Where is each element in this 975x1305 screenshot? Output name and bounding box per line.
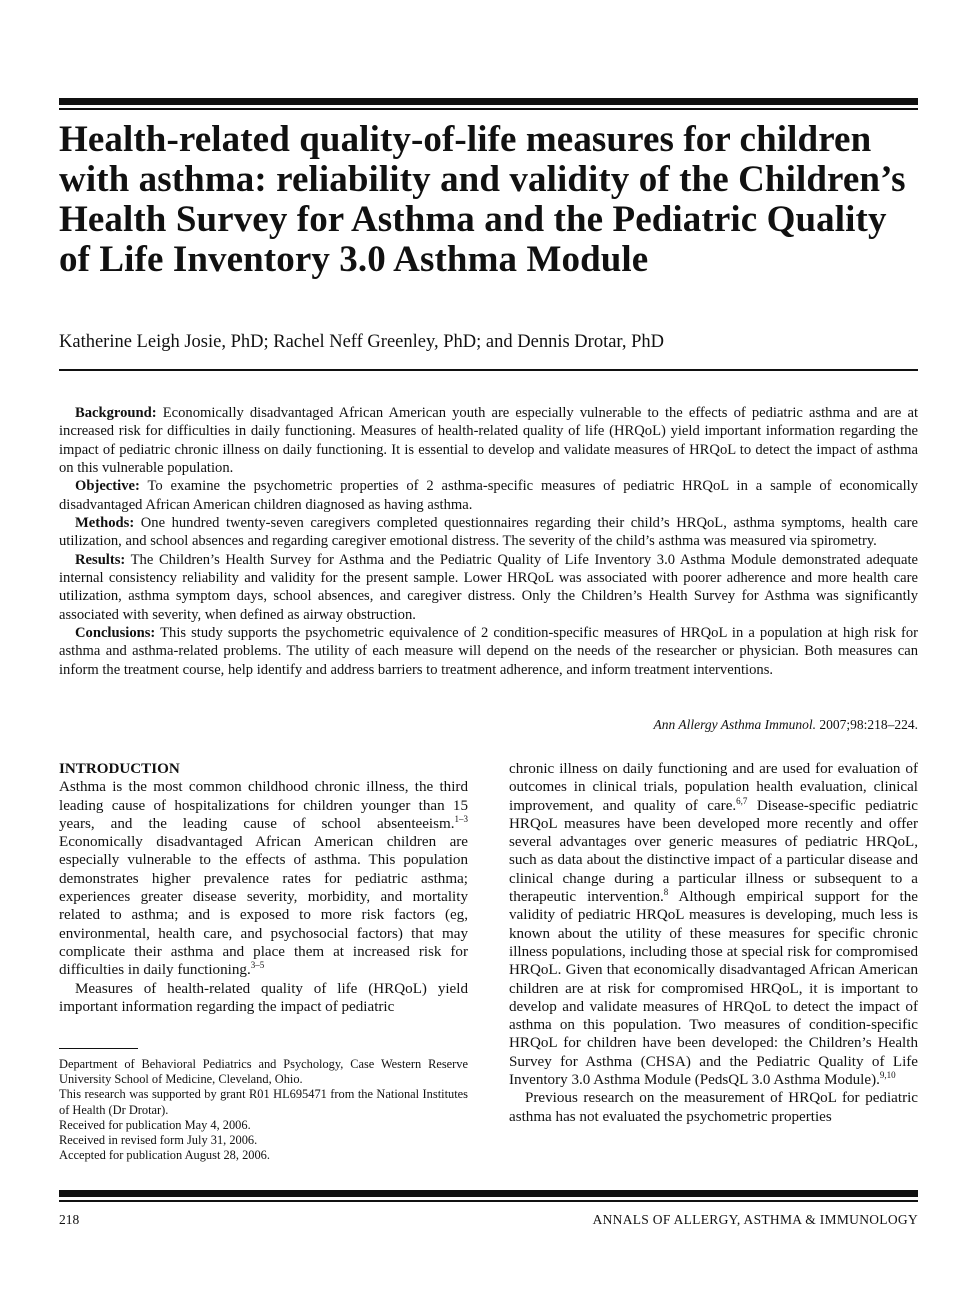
methods-text: One hundred twenty-seven caregivers completed questionnaires regarding their child’s HRQoL, asthma symptoms, health care utilization, and school absences and regarding caregiver emotional distress. The severity of the child’s asthma was measured via spirometry. (59, 515, 918, 550)
footnote-received: Received for publication May 4, 2006. (59, 1117, 251, 1132)
article-title: Health-related quality-of-life measures for children with asthma: reliability and validity of the Children’s Health Survey for Asthma and the Pediatric Quality of Life Inventory 3.0 Asthma Module (59, 119, 906, 280)
abstract (59, 404, 918, 679)
objective-text: To examine the psychometric properties of 2 asthma-specific measures of pediatric HRQoL in a sample of economically disadvantaged African American children diagnosed as having asthma. (59, 478, 918, 513)
abstract-conclusions (59, 624, 918, 679)
footnote-rule (59, 1048, 138, 1049)
abstract-objective (59, 477, 918, 514)
results-label: Results: (75, 551, 126, 568)
footnote-revised: Received in revised form July 31, 2006. (59, 1133, 258, 1148)
ref-superscript: 1–3 (454, 813, 468, 824)
ref-superscript: 8 (663, 887, 669, 898)
citation-journal: Ann Allergy Asthma Immunol. (653, 717, 816, 732)
methods-label: Methods: (75, 515, 135, 532)
page-number: 218 (59, 1212, 80, 1227)
intro-p1-text-a: Asthma is the most common childhood chronic illness, the third leading cause of hospitalizations for children younger than 15 years, and the leading cause of school absenteeism. (59, 779, 468, 832)
ref-superscript: 3–5 (250, 960, 265, 971)
abstract-methods (59, 514, 918, 551)
author-list: Katherine Leigh Josie, PhD; Rachel Neff Greenley, PhD; and Dennis Drotar, PhD (59, 332, 664, 352)
footnote-accepted: Accepted for publication August 28, 2006. (59, 1148, 270, 1163)
ref-superscript: 6,7 (736, 795, 748, 806)
background-text: Economically disadvantaged African American youth are especially vulnerable to the effects of pediatric asthma and are at increased risk for difficulties in daily functioning. Measures of health-related quality of life (HRQoL) yield important information regarding the impact of pediatric chronic illness on daily functioning. It is essential to develop and validate measures of HRQoL to detect the impact of asthma on this vulnerable population. (59, 405, 918, 477)
ref-superscript: 9,10 (879, 1070, 896, 1081)
results-text: The Children’s Health Survey for Asthma and the Pediatric Quality of Life Inventory 3.0 Asthma Module demonstrated adequate internal consistency reliability and validity for the present sample. Lower HRQoL was associated with poorer adherence and more health care utilization, asthma symptom days, school absences, and caregiver distress. Only the Children’s Health Survey for Asthma was significantly associated with severity, when defined as airway obstruction. (59, 551, 918, 623)
intro-paragraph-1 (59, 778, 468, 979)
objective-label: Objective: (75, 478, 140, 495)
background-label: Background: (75, 405, 157, 421)
intro-paragraph-2-cont (509, 760, 918, 1089)
intro-p1-text-b: Economically disadvantaged African American children are especially vulnerable to the effects of asthma. This population demonstrates higher prevalence rates for pediatric asthma; experiences greater disease severity, morbidity, and mortality related to asthma; and is exposed to more risk factors (eg, environmental, health care, and psychosocial factors) that may complicate their asthma and place them at increased risk for difficulties in daily functioning. (59, 834, 468, 979)
footnotes (59, 1057, 468, 1163)
header-divider (59, 369, 918, 371)
body-column-right (509, 760, 918, 1126)
intro-r1-text-b: Disease-specific pediatric HRQoL measures have been developed more recently and offer several advantages over generic measures of pediatric HRQoL, such as data about the distinctive impact of a particular disease and clinical change during a particular illness or subsequent to a therapeutic intervention. (509, 797, 918, 906)
footnote-funding: This research was supported by grant R01 HL695471 from the National Institutes of Health (Dr Drotar). (59, 1087, 468, 1117)
body-column-left (59, 760, 468, 1016)
running-footer-journal: ANNALS OF ALLERGY, ASTHMA & IMMUNOLOGY (592, 1212, 918, 1227)
intro-paragraph-3: Previous research on the measurement of HRQoL for pediatric asthma has not evaluated the psychometric properties (509, 1090, 918, 1125)
top-rule-thick (59, 98, 918, 105)
abstract-results (59, 551, 918, 624)
intro-r1-text-c: Although empirical support for the validity of pediatric HRQoL measures is developing, much less is known about the utility of these measures for specific chronic illness populations, including those at special risk for compromised HRQoL. Given that economically disadvantaged African American children are at risk for compromised HRQoL, it is important to develop and validate measures of HRQoL to detect the impact of asthma on this population. Two measures of condition-specific HRQoL for children have been developed: the Children’s Health Survey for Asthma (CHSA) and the Pediatric Quality of Life Inventory 3.0 Asthma Module (PedsQL 3.0 Asthma Module). (509, 889, 918, 1089)
citation-ref: 2007;98:218–224. (815, 717, 918, 732)
conclusions-label: Conclusions: (75, 625, 156, 642)
footnote-affiliation: Department of Behavioral Pediatrics and Psychology, Case Western Reserve University School of Medicine, Cleveland, Ohio. (59, 1057, 468, 1087)
citation (500, 716, 918, 734)
top-rule-thin (59, 108, 918, 110)
intro-r1-text-a: chronic illness on daily functioning and are used for evaluation of outcomes in clinical trials, population health evaluation, clinical improvement, and quality of care. (509, 761, 918, 814)
abstract-background (59, 404, 918, 477)
section-heading: INTRODUCTION (59, 761, 180, 777)
bottom-rule-thin (59, 1200, 918, 1202)
bottom-rule-thick (59, 1190, 918, 1197)
intro-paragraph-2: Measures of health-related quality of life (HRQoL) yield important information regarding the impact of pediatric (59, 980, 468, 1015)
conclusions-text: This study supports the psychometric equivalence of 2 condition-specific measures of HRQoL in a population at high risk for asthma and asthma-related problems. The utility of each measure will depend on the needs of the researcher or physician. Both measures can inform the treatment course, help identify and address barriers to treatment adherence, and inform treatment interventions. (59, 625, 918, 678)
